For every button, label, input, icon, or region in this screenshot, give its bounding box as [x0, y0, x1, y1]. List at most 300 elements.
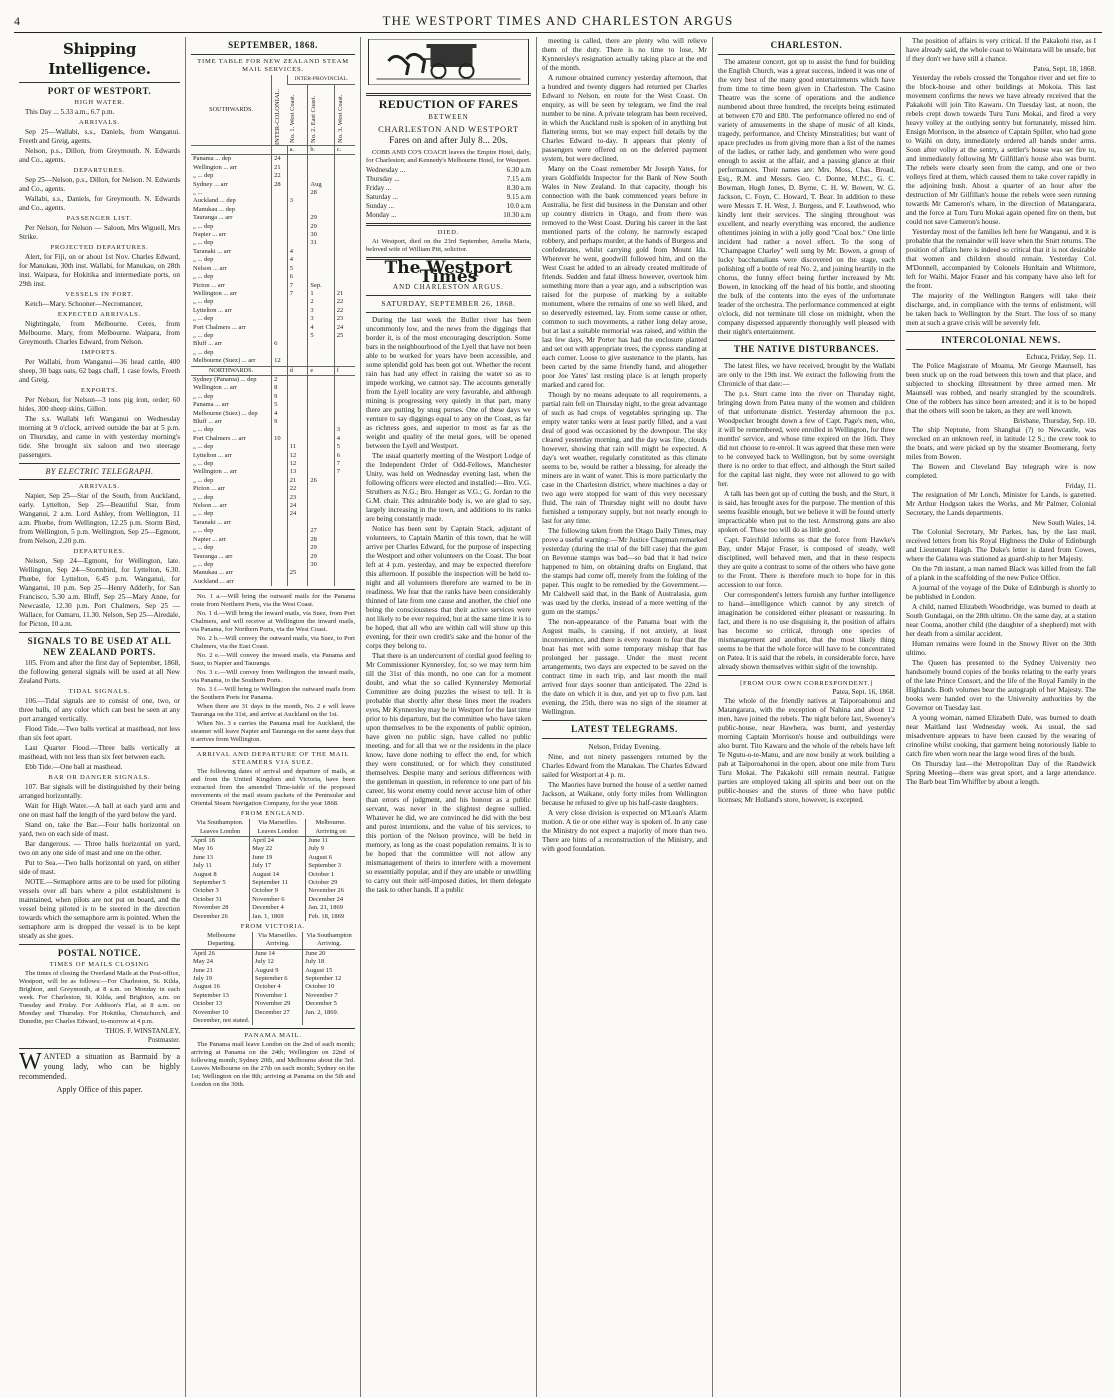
timetable-row — [191, 223, 355, 231]
table-cell: Napier ... arr — [193, 231, 227, 239]
table-cell: Wellington ... arr — [193, 468, 238, 476]
table-cell — [334, 181, 355, 189]
table-cell — [308, 340, 334, 348]
table-cell — [334, 401, 355, 409]
timetable-note: No. 3 f.—Will bring to Wellington the outward mails from the Southern Ports for Panama. — [191, 686, 355, 702]
native-paragraph: The p.s. Sturt came into the river on Thursday night, bringing down from Patea many of the women and children of that unfortunate district. Yesterday afternoon the p.s. Woodpecker brought down a few of Capt. Page's men, who, it will be remembered, were enrolled in Wellington, for three months' service, and whose time expired on the 16th. They did not choose to re-enrol. It was agreed that these men were to be conveyed back to Wellington, but by some oversight there is no order to that effect, and although the Sturt sailed for the capital last night, they were not allowed to go with her. — [718, 390, 895, 488]
timetable-south — [191, 75, 355, 586]
table-cell — [308, 401, 334, 409]
table-cell: „ ... dep — [193, 493, 214, 501]
timetable-row — [191, 561, 355, 569]
timetable-row — [191, 197, 355, 205]
projected-label: PROJECTED DEPARTURES. — [50, 244, 149, 251]
table-cell: 12 — [272, 357, 288, 366]
table-cell: 11 — [287, 443, 308, 451]
table-cell — [334, 214, 355, 222]
table-cell — [287, 298, 308, 306]
table-cell — [272, 273, 288, 281]
table-cell: Manukau ... arr — [193, 569, 233, 577]
south-rows — [191, 155, 355, 366]
timetable-note: No. 3 c.—Will convey from Wellington the inward mails, via Panama, to the Southern Ports. — [191, 669, 355, 685]
victoria-table — [191, 932, 355, 1025]
date-row — [191, 879, 355, 887]
schedule-day: Saturday ... — [366, 193, 398, 201]
correspondent-dateline: Patea, Sept. 16, 1868. — [832, 688, 895, 696]
table-cell — [272, 452, 288, 460]
table-cell — [272, 214, 288, 222]
date-row — [191, 983, 355, 991]
schedule-time: 7.15 a.m — [506, 175, 531, 183]
no3-heading: No. 3. West Coast. — [336, 94, 344, 143]
table-cell: Wellington ... arr — [193, 163, 238, 171]
table-cell — [334, 231, 355, 239]
timetable-row — [191, 265, 355, 273]
column-intercolonial — [901, 37, 1101, 1397]
charleston-paragraph: The amateur concert, got up to assist the fund for building the English Church, was a great success, indeed it was one of the very best of the many good entertainments which have from time to time been given in Charleston. The Casino Theatre was the scene of operations and the audience numbered about three hundred, the receipts being estimated at between £70 and £80. The performance offered no end of variety of amusements in the shape of music of all kinds, tragedy, performance, and Christy Minstralities; but want of space precludes us from giving more than a list of the names of the ladies, or rather lady, and gentlemen who were good enough to assist at the affair, and a passing glance at their performances. Their names are: Mrs. Moss, Chas. Broad, Esq., R.M. and Messrs. Geo. C. Donne, M.P.C., G. C. Bowman, Hugh Jones, D. Byrne, C. H. W. Bowen, W. G. Jackson, C. Foyn, C. Howard, T. Bear. In addition to these were Messrs T. H. West, J. Burgess, and F. Leathwood, who kindly lent their services. The singing throughout was excellent, and nearly everything was encored, the audience oftentimes joining in with a jolly good "Coal box." One little incident had rather a novel effect. To the song of "Champagne Charley" well sung by Mr. Bowen, a group of lucky bacchanalians were discovered on the stage, each polishing off a bottle of real No. 2, and joining heartily in the chorus, the funny effect being further increased by Mr. Bowen, in knocking off the head of his bottle, and shooting the bulk of the contents into the eyes of the unfortunate leader of the orchestra. The performance commenced at eight o'clock, did not terminate till close on midnight, when the company dispersed apparently thoroughly well pleased with their night's entertainment. — [718, 58, 895, 336]
table-cell — [334, 155, 355, 164]
table-cell — [308, 248, 334, 256]
signal-item: Wait for High Water.—A ball at each yard arm and one on mast half the length of the yard below the yard. — [19, 802, 180, 819]
table-cell — [287, 332, 308, 340]
timetable-row — [191, 307, 355, 315]
schedule-time: 6.30 a.m — [506, 166, 531, 174]
departures-label: DEPARTURES. — [73, 167, 126, 174]
table-cell: 29 — [308, 223, 334, 231]
timetable-row — [191, 553, 355, 561]
native-heading: THE NATIVE DISTURBANCES. — [733, 344, 879, 354]
patea-paragraph: The majority of the Wellington Rangers will take their discharge, and, in compliance with the terms of enlistment, will be taken back to Wellington by the Sturt. The loss of so many men at such a grave crisis will be severely felt. — [906, 292, 1096, 327]
timetable-row — [191, 460, 355, 468]
table-cell: Jan. 1, 1869 — [250, 913, 306, 921]
date-row — [191, 904, 355, 912]
panama-heading: PANAMA MAIL. — [244, 1032, 302, 1040]
no2-heading: No. 2. East Coast. — [310, 95, 318, 143]
timetable-row — [191, 340, 355, 348]
timetable-row — [191, 172, 355, 180]
correspondent-heading: [FROM OUR OWN CORRESPONDENT.] — [740, 680, 873, 687]
table-cell: 29 — [308, 553, 334, 561]
table-cell — [334, 282, 355, 290]
schedule-day: Friday ... — [366, 184, 392, 192]
imports: Per Wallabi, from Wanganui—36 head cattle, 400 sheep, 30 bags oats, 62 bags chaff, 1 case fowls, Freeth and Greig. — [19, 358, 180, 384]
table-cell: Lyttelton ... arr — [193, 451, 232, 459]
table-cell — [287, 324, 308, 332]
table-cell: 23 — [287, 494, 308, 502]
date-row — [191, 967, 355, 975]
north-rows — [191, 375, 355, 586]
vessels-label: VESSELS IN PORT. — [65, 291, 134, 298]
table-cell — [334, 569, 355, 577]
timetable-row — [191, 569, 355, 577]
table-cell: 7 — [334, 460, 355, 468]
coach-text: COBB AND CO'S COACH leaves the Empire Hotel, daily, for Charleston; and Kennedy's Melbourne Hotel, for Westport. — [366, 149, 531, 164]
timetable-row — [191, 332, 355, 340]
timetable-row — [191, 384, 355, 392]
table-cell: „ ... — [193, 189, 203, 197]
table-cell — [272, 553, 288, 561]
table-cell: „ ... dep — [193, 544, 214, 552]
paper-subtitle: AND CHARLESTON ARGUS. — [393, 283, 504, 291]
table-cell: 5 — [287, 265, 308, 273]
table-cell — [272, 307, 288, 315]
table-cell — [334, 340, 355, 348]
table-cell — [308, 410, 334, 418]
table-cell: 4 — [287, 248, 308, 256]
table-cell: 29 — [308, 544, 334, 552]
table-cell — [334, 485, 355, 493]
table-cell — [287, 519, 308, 527]
date-row — [191, 1017, 355, 1025]
table-cell — [334, 375, 355, 384]
table-cell — [272, 443, 288, 451]
correspondent-paragraph: The whole of the friendly natives at Taiporoahonui and Matangarara, with the exception of Nahina and about 12 men, have joined the rebels. The night before last, Sweeney's public-house, near Hawhera, was burnt, and yesterday morning Captain Morrison's house and outbuildings were also burnt. Tito Kawaru and the whole of the rebels have left Te Ngutu-o-te-Manu, and are now busily at work building a pah at Taiporoahonui in the open, about one mile from Turu Turu Mokai. The Pakakohi still remain neutral. Fatigue parties are employed taking all spirits and beer out on the public-houses and the stores of three who have public licenses; Mr Holland's store, however, is excepted. — [718, 697, 895, 804]
news-paragraph: Many on the Coast remember Mr Joseph Yates, for years Goldfields Inspector for the Bank of New South Wales in New Zealand. In that capacity, though his connection with the bank commenced years before in Australia, he first did business in the Dunstan and other up country districts in Otago, and from there was removed to the West Coast. During his career in the last mentioned parts of the colony, he narrowly escaped robbery, and perhaps murder, at the hands of Burgess and confederates, whilst carrying gold from Mount Ida. Wherever he went, goodwill followed him, and on the West Coast he added to an already created multitude of friends. Sudden and fatal illness however, overtook him something more than a year ago, and a subscription was raised for the purpose of marking by a suitable monument, where the remains of one so well liked, and so deservedly esteemed, lay. From some cause or other, common to such movements, a rather long delay arose, but at last a suitable memorial was raised, and within the last few days, Mr Porter has had the enclosure planted and set out with appropriate trees, the cypress standing at each corner. Loose to give sustenance to the plants, has been carted by the same friendly hand, and altogether poor Joe Yates' last resting place is at length properly marked and cared for. — [542, 165, 707, 389]
native-paragraph: A talk has been got up of cutting the bush, and the Sturt, it is said, has brought axes for the purpose. The mention of this seems feasible enough, but we believe it will be found utterly impracticable when put to the test. Armstrong guns are also spoken of. These too will do as little good. — [718, 490, 895, 534]
table-cell — [272, 544, 288, 552]
vic-head: Via Southampton Arriving. — [303, 932, 355, 949]
table-cell — [308, 460, 334, 468]
table-cell — [308, 485, 334, 493]
table-cell: 5 — [308, 332, 334, 340]
table-cell — [308, 256, 334, 264]
table-cell: 29 — [308, 214, 334, 222]
wanted-apply: Apply Office of this paper. — [56, 1085, 143, 1094]
signal-item: Flood Tide.—Two balls vertical at masthead, not less than six feet apart. — [19, 725, 180, 742]
table-cell: 4 — [287, 256, 308, 264]
table-cell — [272, 349, 288, 357]
table-cell: 6 — [287, 273, 308, 281]
table-cell: May 24 — [193, 958, 214, 966]
timetable-row — [191, 214, 355, 222]
timetable-title: TIME TABLE FOR NEW ZEALAND STEAM MAIL SERVICES. — [197, 58, 349, 73]
table-cell: September 6 — [252, 975, 302, 983]
table-cell — [287, 231, 308, 239]
table-cell: September 12 — [303, 975, 355, 983]
table-cell — [308, 452, 334, 460]
patea-dateline: Patea, Sept. 18, 1868. — [1033, 65, 1096, 73]
table-cell: September 13 — [193, 991, 229, 999]
table-cell: Picton ... arr — [193, 281, 225, 289]
table-cell: 7 — [334, 468, 355, 476]
table-cell: 2 — [308, 298, 334, 306]
timetable-row — [191, 298, 355, 306]
table-cell — [308, 519, 334, 527]
table-cell: „ ... dep — [193, 331, 214, 339]
date-row — [191, 896, 355, 904]
table-cell: „ ... dep — [193, 443, 214, 451]
table-cell — [334, 357, 355, 366]
table-cell — [272, 231, 288, 239]
masthead — [14, 10, 1102, 33]
table-cell: Sep. — [308, 282, 334, 290]
timetable-row — [191, 273, 355, 281]
table-cell — [272, 324, 288, 332]
table-cell: Jan. 2, 1869. — [303, 1009, 355, 1017]
arrival-item: Sep 25—Wallabi, s.s., Daniels, from Wanganui. Freeth and Greig, agents. — [19, 128, 180, 145]
table-cell — [287, 426, 308, 434]
date-row — [191, 1009, 355, 1017]
signals-heading: SIGNALS TO BE USED AT ALL NEW ZEALAND PORTS. — [27, 636, 172, 657]
table-cell: 3 — [287, 197, 308, 205]
timetable-row — [191, 544, 355, 552]
table-cell: Taranaki ... arr — [193, 247, 231, 255]
timetable-row — [191, 282, 355, 290]
column-shipping — [14, 37, 186, 1397]
signal-item: NOTE.—Semaphore arms are to be used for piloting vessels over all bars where a pilot establishment is maintained, when pilots are not put on board, and the vessel being piloted is to be steered in the direction towards which the semaphore arm is pointed. When the semaphore arm is dropped the vessel is to be kept steady as she goes. — [19, 878, 180, 940]
fare-line: Fares on and after July 8... 20s. — [389, 136, 508, 146]
letter-d: d — [287, 366, 308, 375]
table-cell: 6 — [334, 452, 355, 460]
table-cell — [287, 393, 308, 401]
native-paragraph: Capt. Fairchild informs us that the force from Hawke's Bay, under Major Fraser, is composed of steady, well disciplined, well behaved men, and that in these respects they are quite a contrast to some of the others who have gone to the Front. There is therefore much to hope for in this accession to our force. — [718, 536, 895, 589]
table-cell — [334, 248, 355, 256]
table-cell — [334, 510, 355, 518]
table-cell: October 1 — [306, 871, 355, 879]
postal-subheading: TIMES OF MAILS CLOSING — [49, 961, 150, 968]
table-cell — [308, 265, 334, 273]
date-row — [191, 836, 355, 845]
table-cell: November 29 — [252, 1000, 302, 1008]
table-cell: 23 — [334, 315, 355, 323]
table-cell: June 14 — [252, 949, 302, 958]
fares-route: CHARLESTON AND WESTPORT — [378, 124, 519, 134]
letter-b: b. — [308, 146, 334, 155]
table-cell — [272, 248, 288, 256]
table-cell — [308, 273, 334, 281]
wanted-text: ANTED a situation as Barmaid by a young lady, who can be highly recommended. — [19, 1052, 180, 1081]
table-cell — [287, 340, 308, 348]
table-cell — [308, 375, 334, 384]
inter-paragraph: A young woman, named Elizabeth Dale, was burned to death near Maitland last Wednesday week. As usual, the sad misadventure appears to have been caused by the wearing of crinoline whilst cooking, that garment being notoriously liable to catch fire when worn near the large wood fires of the bush. — [906, 714, 1096, 758]
intercolonial-heading: INTER-COLONIAL. — [274, 88, 282, 145]
timetable-row — [191, 206, 355, 214]
editorial-paragraph: During the last week the Buller river has been uncommonly low, and the news from the diggings that border it, is of the most encouraging description. Some bars in the neighbourhood of the Lyell that have not been able to be worked for years have been accessible, and some splendid gold has been got out. Whether the recent rain has had any effect in raising the water so as to impede working, we cannot say. The accounts generally from the Lyell locality are very favorable, and although mining is progressing very quietly in that part, many there are putting by snug purses. One of these days we venture to say diggings equal to any on the Coast, as far as richness goes, and superior to most as far as the weight and quality of the metal goes, will be opened between the Lyell and Westport. — [366, 316, 531, 450]
timetable-row — [191, 502, 355, 510]
timetable-note: No. 1 a.—Will bring the outward mails for the Panama route from Northern Ports, via the West Coast. — [191, 593, 355, 609]
table-cell: November 6 — [250, 896, 306, 904]
table-cell: 25 — [334, 332, 355, 340]
inter-paragraph: The ship Neptune, from Shanghai (?) to Newcastle, was wrecked on an unknown reef, in latitude 12 S.; the crew took to the boats, and were picked up by the steamer Boomerang, forty miles from Bowen. — [906, 426, 1096, 461]
timetable-row — [191, 485, 355, 493]
table-cell: 27 — [308, 527, 334, 535]
table-cell — [308, 197, 334, 205]
table-cell: 28 — [308, 189, 334, 197]
timetable-note: No. 2 e.—Will convey the inward mails, via Panama and Suez, to Napier and Tauranga. — [191, 652, 355, 668]
southwards-label: SOUTHWARDS. — [191, 75, 272, 146]
table-cell — [308, 502, 334, 510]
timetable-row — [191, 164, 355, 172]
table-cell — [308, 172, 334, 180]
timetable-row — [191, 468, 355, 476]
timetable-row — [191, 477, 355, 485]
table-cell: Wellington ... arr — [193, 289, 238, 297]
letter-e: e — [308, 366, 334, 375]
table-cell: November 1 — [252, 992, 302, 1000]
table-cell: 1 — [308, 290, 334, 298]
patea-paragraph: Yesterday most of the families left here for Wanganui, and it is probable that the remainder will leave when the Sturt returns. The position of affairs here is indeed so critical that it is not desirable that women and children should remain. Yesterday Col. M'Donnell, accompanied by Colonels Hunltain and Whitmore, left for Waihi. Major Fraser and his company have also left for the front. — [906, 228, 1096, 290]
timetable-row — [191, 290, 355, 298]
timetable-row — [191, 527, 355, 535]
table-cell — [287, 536, 308, 544]
table-cell: „ ... dep — [193, 527, 214, 535]
table-cell: April 24 — [250, 836, 306, 845]
table-cell — [287, 561, 308, 569]
table-cell: July 18 — [303, 958, 355, 966]
exports-label: EXPORTS. — [81, 387, 118, 394]
table-cell: Aug — [308, 181, 334, 189]
column-charleston — [713, 37, 901, 1397]
news-paragraph: The following taken from the Otago Daily Times, may prove a useful warning:—'Mr Justice Chapman remarked yesterday (during the trial of the bill case) that the gum on Revenue stamps was bad—so bad that it had twice happened to him, on obtaining drafts on England, that the stamps had come off, merely from the folding of the paper. This ought to be remedied by the Government.—Mr Caldwell said that, in the Bank of Australasia, gum was used by the clerks, instead of a mere wetting of the gum on the stamps.' — [542, 527, 707, 616]
timetable-row — [191, 494, 355, 502]
table-cell: 21 — [272, 164, 288, 172]
inter-paragraph: Human remains were found in the Snowy River on the 30th ultimo. — [906, 640, 1096, 657]
table-cell: June 20 — [303, 949, 355, 958]
timetable-row — [191, 239, 355, 247]
date-row — [191, 845, 355, 853]
telegraph-arrivals: Napier, Sep 25—Star of the South, from Auckland, early. Lyttelton, Sep 25—Beautiful Star, from Wanganui, 2 a.m. Lord Ashley, from Wellington, 11 a.m. Phœbe, from Wellington, 12.25 p.m. Storm Bird, from Wellington, 5 p.m. Wellington, Sep 25—Egmont, from Nelson, 2.20 p.m. — [19, 492, 180, 545]
table-cell — [287, 214, 308, 222]
table-cell: 4 — [272, 410, 288, 418]
schedule-row — [366, 184, 531, 193]
table-cell — [287, 544, 308, 552]
table-cell: „ ... dep — [193, 560, 214, 568]
table-cell — [272, 223, 288, 231]
timetable-row — [191, 410, 355, 418]
table-cell: September 3 — [306, 862, 355, 870]
table-cell — [334, 527, 355, 535]
table-cell — [272, 468, 288, 476]
timetable-row — [191, 536, 355, 544]
table-cell — [334, 239, 355, 247]
table-cell: „ ... dep — [193, 222, 214, 230]
table-cell — [334, 410, 355, 418]
telegram-paragraph: A very close division is expected on M'Lean's Alarm motion. A tie or one either way is spoken of. In any case the Ministry do not expect a majority of more than two. There are hints of a reconstruction of the Ministry, and with good foundation. — [542, 809, 707, 853]
table-cell: August 16 — [193, 983, 220, 991]
table-cell — [272, 460, 288, 468]
inter-paragraph: A journal of the voyage of the Duke of Edinburgh is shortly to be published in London. — [906, 584, 1096, 601]
died-notice: At Westport, died on the 23rd September, Amelia Maria, beloved wife of William Pitt, solicitor. — [366, 238, 531, 253]
charleston-heading: CHARLESTON. — [770, 40, 843, 50]
schedule-day: Thursday ... — [366, 175, 400, 183]
inter-paragraph: On Thursday last—the Metropolitan Day of the Randwick Spring Meeting—there was great sport, and a large attendance. The Barb beat Tim Whiffler by about a length. — [906, 760, 1096, 786]
table-cell: 12 — [287, 452, 308, 460]
table-cell: 9 — [272, 418, 288, 426]
passenger-label: PASSENGER LIST. — [66, 215, 133, 222]
wanted-advert — [19, 1049, 180, 1095]
table-cell: June 13 — [193, 853, 214, 861]
schedule-day: Wednesday ... — [366, 166, 406, 174]
table-cell — [308, 578, 334, 586]
table-cell: Melbourne (Suez) ... dep — [193, 409, 258, 417]
table-cell — [308, 443, 334, 451]
table-cell: 10 — [272, 435, 288, 443]
table-cell: July 17 — [250, 862, 306, 870]
table-cell — [334, 189, 355, 197]
inter-paragraph: The resignation of Mr Lonch, Minister for Lands, is gazetted. Mr Arthur Hodgson takes the Works, and Mr Palmer, Colonial Secretary, the Lands departments. — [906, 491, 1096, 517]
expected-arrivals: Nightingale, from Melbourne. Ceres, from Melbourne. Mary, from Melbourne. Waipara, from Greymouth. Charles Edward, from Nelson. — [19, 320, 180, 346]
table-cell: December 5 — [303, 1000, 355, 1008]
table-cell: Manukau ... dep — [193, 205, 236, 213]
columns — [14, 37, 1102, 1397]
table-cell: 30 — [308, 231, 334, 239]
signal-item: 105. From and after the first day of September, 1868, the following general signals will be used at all New Zealand Ports. — [19, 659, 180, 685]
table-cell — [272, 332, 288, 340]
inter-paragraph: On the 7th instant, a man named Black was killed from the fall of a plank in the scaffolding of the new Police Office. — [906, 565, 1096, 582]
telegrams-heading: LATEST TELEGRAMS. — [571, 724, 678, 734]
table-cell: November 7 — [303, 992, 355, 1000]
vic-head: Melbourne Departing. — [191, 932, 252, 949]
timetable-row — [191, 181, 355, 189]
projected-departures: Alert, for Fiji, on or about 1st Nov. Charles Edward, for Manukau, 30th inst. Wallabi, for Manukau, on 28th inst. Waipara, for Hokitika and intermediate ports, on 29th inst. — [19, 253, 180, 288]
table-cell: December 26 — [193, 912, 228, 920]
table-cell: 9 — [272, 393, 288, 401]
table-cell — [287, 357, 308, 366]
schedule-row — [366, 193, 531, 202]
table-cell: October 29 — [306, 879, 355, 887]
table-cell — [287, 578, 308, 586]
inter-dateline: Echuca, Friday, Sep. 11. — [1026, 353, 1096, 361]
table-cell: 4 — [308, 324, 334, 332]
table-cell — [287, 527, 308, 535]
table-cell: July 12 — [252, 958, 302, 966]
inter-paragraph: The Bowen and Cleveland Bay telegraph wire is now completed. — [906, 463, 1096, 480]
table-cell — [272, 485, 288, 493]
table-cell: 28 — [308, 536, 334, 544]
date-row — [191, 975, 355, 983]
telegram-paragraph: The Maories have burned the house of a settler named Jackson, at Waikane, only forty miles from Wellington because he refused to give up his half-caste daughters. — [542, 781, 707, 807]
month-heading: SEPTEMBER, 1868. — [228, 40, 318, 50]
table-cell: June 19 — [250, 854, 306, 862]
northwards-label: NORTHWARDS. — [191, 366, 272, 375]
table-cell — [287, 307, 308, 315]
signal-item: 107. Bar signals will be distinguished by their being arranged horizontally. — [19, 783, 180, 800]
news-paragraph: The non-appearance of the Panama boat with the August mails, is causing, if not anxiety, at least inconvenience, and there is every reason to fear that the boat has met with some temporary mishap that has prolonged her passage. Under the most recent arrangements, two days are expected to be saved on the contract time in each trip, and last month the mail arrived four days sooner than anticipated. The 22nd is the date on which it is due, and yet up to five p.m. last evening, the 25th, there was no sign of the steamer at Wellington. — [542, 618, 707, 716]
table-cell: 4 — [334, 435, 355, 443]
table-cell: Panama ... dep — [193, 155, 232, 163]
eng-head: Via Southampton. Leaves London — [191, 819, 250, 836]
telegraph-departures: Nelson, Sep 24—Egmont, for Wellington, late. Wellington, Sep 24—Stormbird, for Lyttelton, 6.30. Phœbe, for Lyttelton, 6.45 p.m. Wanganui, for Wanganui, 10 p.m. Sep 25—Henry Adderly, for San Francisco, 5.30 a.m. Bluff, Sep 25—Mary Anne, for Newcastle, 12.30 p.m. Port Chalmers, Sep 25 — Wallace, for Oamaru, 11.30. Nelson, Sep 25—Airedale, for Picton, 10 a.m. — [19, 557, 180, 628]
table-cell: „ ... dep — [193, 348, 214, 356]
died-heading: DIED. — [437, 229, 460, 236]
arrivals-label: ARRIVALS. — [79, 119, 120, 126]
timetable-row — [191, 231, 355, 239]
table-cell: July 11 — [193, 862, 212, 870]
table-cell: 22 — [334, 307, 355, 315]
schedule-time: 10.30 a.m — [503, 211, 531, 219]
table-cell: 21 — [334, 290, 355, 298]
table-cell: Bluff ... arr — [193, 340, 222, 348]
table-cell: 2 — [272, 375, 288, 384]
date-row — [191, 992, 355, 1000]
table-cell — [334, 494, 355, 502]
table-cell — [272, 189, 288, 197]
table-cell — [272, 494, 288, 502]
table-cell: „ ... dep — [193, 510, 214, 518]
table-cell: October 3 — [193, 887, 219, 895]
telegraph-heading: BY ELECTRIC TELEGRAPH. — [45, 467, 154, 476]
table-cell: August 6 — [306, 854, 355, 862]
timetable-row — [191, 315, 355, 323]
table-cell: June 21 — [193, 966, 214, 974]
table-cell — [272, 197, 288, 205]
table-cell: „ ... dep — [193, 392, 214, 400]
table-cell — [308, 357, 334, 366]
table-cell — [272, 569, 288, 577]
table-cell — [334, 265, 355, 273]
schedule-time: 8.30 a.m — [506, 184, 531, 192]
timetable-row — [191, 248, 355, 256]
table-cell — [272, 239, 288, 247]
